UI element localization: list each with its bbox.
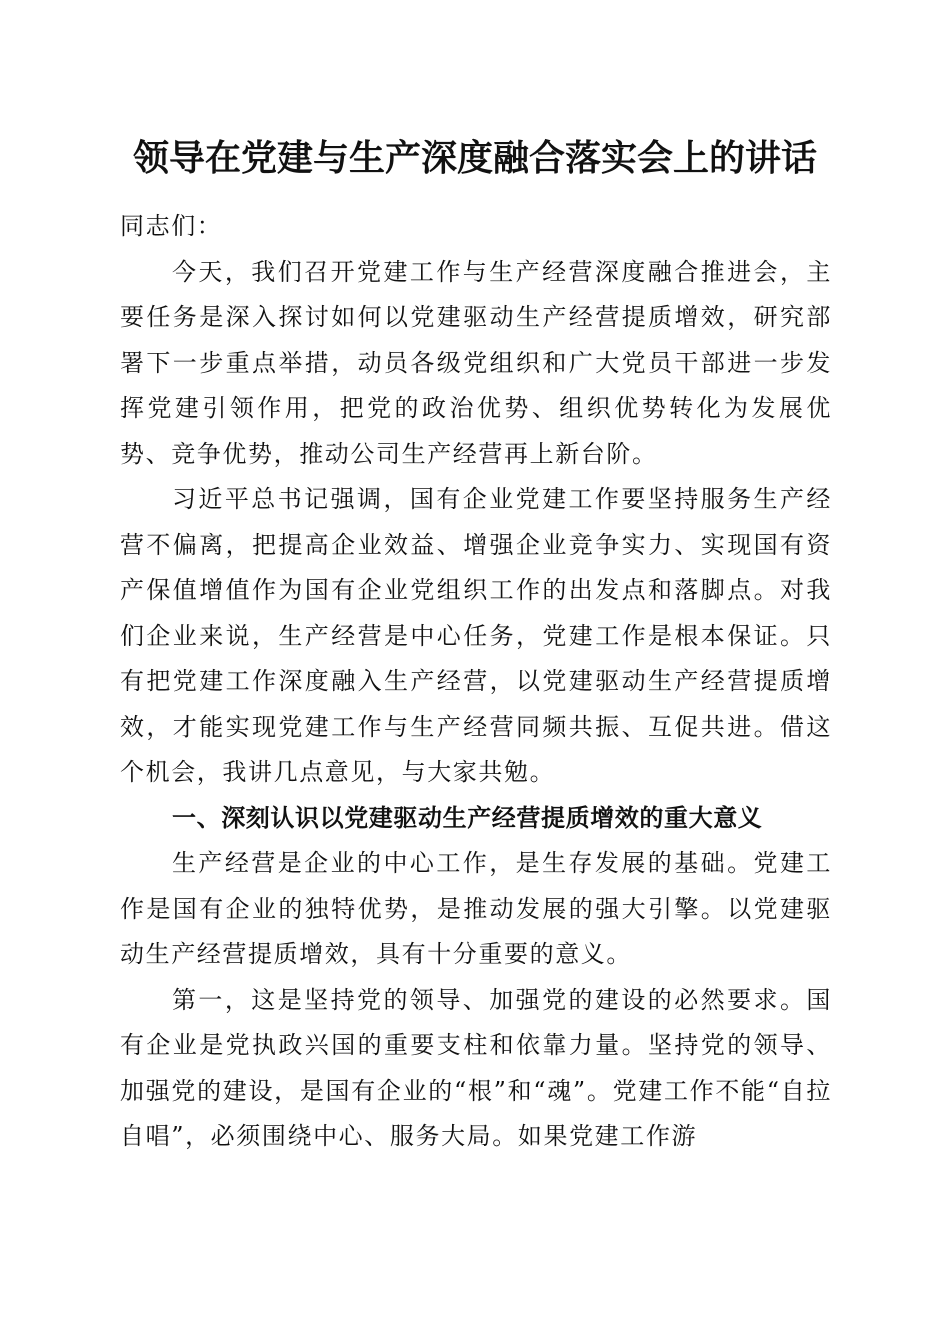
section-heading-1: 一、深刻认识以党建驱动生产经营提质增效的重大意义	[172, 803, 763, 832]
document-body	[120, 204, 832, 1160]
paragraph-xi-emphasis: 习近平总书记强调，国有企业党建工作要坚持服务生产经营不偏离，把提高企业效益、增强企业竞争实力、实现国有资产保值增值作为国有企业党组织工作的出发点和落脚点。对我们企业来说，生产经营是中心任务，党建工作是根本保证。只有把党建工作深度融入生产经营，以党建驱动生产经营提质增效，才能实现党建工作与生产经营同频共振、互促共进。借这个机会，我讲几点意见，与大家共勉。	[120, 485, 832, 786]
paragraph-intro: 今天，我们召开党建工作与生产经营深度融合推进会，主要任务是深入探讨如何以党建驱动生产经营提质增效，研究部署下一步重点举措，动员各级党组织和广大党员干部进一步发挥党建引领作用，把党的政治优势、组织优势转化为发展优势、竞争优势，推动公司生产经营再上新台阶。	[120, 257, 832, 468]
salutation: 同志们：	[120, 212, 223, 240]
document-title: 领导在党建与生产深度融合落实会上的讲话	[132, 137, 817, 179]
paragraph-first-point: 第一，这是坚持党的领导、加强党的建设的必然要求。国有企业是党执政兴国的重要支柱和依靠力量。坚持党的领导、加强党的建设，是国有企业的“根”和“魂”。党建工作不能“自拉自唱”，必须围绕中心、服务大局。如果党建工作游	[120, 985, 832, 1150]
paragraph-significance: 生产经营是企业的中心工作，是生存发展的基础。党建工作是国有企业的独特优势，是推动发展的强大引擎。以党建驱动生产经营提质增效，具有十分重要的意义。	[120, 849, 832, 968]
